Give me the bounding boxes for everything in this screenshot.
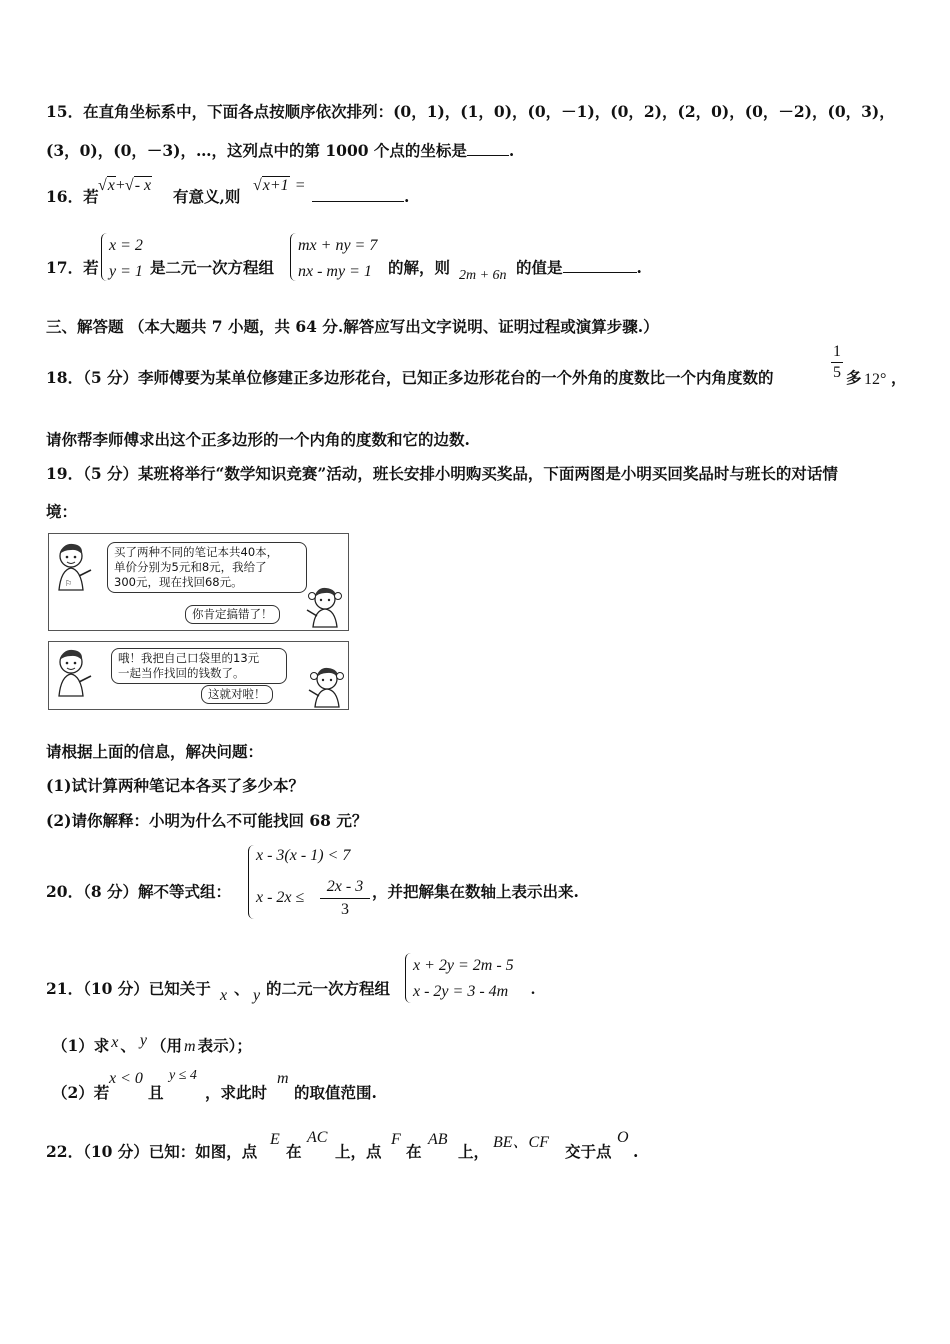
q22-O: O	[617, 1129, 629, 1146]
q16-end: .	[404, 187, 410, 206]
q22-shang1: 上，点	[335, 1142, 382, 1161]
q22-jiao: 交于点	[565, 1142, 612, 1161]
q19-sub1: (1)试计算两种笔记本各买了多少本？	[46, 776, 304, 795]
q19-line2: 境：	[46, 502, 78, 521]
q17-mid1: 是二元一次方程组	[150, 258, 275, 277]
q17-expr: 2m + 6n	[459, 268, 507, 283]
q18-frac-num: 1	[833, 343, 841, 360]
q18-duo: 多	[846, 368, 862, 387]
svg-text:⚐: ⚐	[65, 579, 73, 588]
q16-plus: +	[115, 177, 125, 194]
girl-icon	[307, 666, 347, 708]
dialogue-panel-1	[48, 533, 349, 631]
girl-speech-bubble-1: 你肯定搞错了！	[185, 605, 280, 624]
q18-fraction	[831, 342, 843, 383]
q21-part1	[52, 1032, 252, 1056]
section-three-heading: 三、解答题 （本大题共 7 小题，共 64 分.解答应写出文字说明、证明过程或演算步骤.）	[46, 317, 659, 336]
boy-icon	[53, 646, 95, 698]
q22-zai2: 在	[406, 1142, 422, 1161]
q16-label: 16．若	[46, 187, 99, 206]
q19-sub2: (2)请你解释：小明为什么不可能找回 68 元？	[46, 811, 368, 830]
bubble-line: 300元，现在找回68元。	[114, 575, 243, 589]
q17-brace1	[101, 233, 107, 281]
q22-end: .	[633, 1142, 639, 1161]
q16-blank	[312, 189, 404, 202]
q21-brace	[405, 953, 411, 1003]
q21-p2-m: m	[277, 1070, 289, 1087]
q17-blank	[563, 260, 637, 273]
boy-speech-bubble-2	[111, 648, 287, 684]
q16-mid: 有意义,则	[173, 187, 241, 206]
q15-blank	[467, 143, 509, 156]
q20-ineq1: x - 3(x - 1) < 7	[256, 847, 351, 864]
q22-AB: AB	[428, 1131, 448, 1148]
q21-p1-post: 表示）；	[197, 1036, 252, 1055]
q20-fraction	[320, 876, 370, 921]
q21-dot: .	[531, 981, 535, 998]
q20-label: 20．（8 分）解不等式组：	[46, 882, 232, 901]
q21-p2-post: 的取值范围.	[294, 1083, 377, 1102]
bubble-line: 单价分别为5元和8元，我给了	[114, 560, 267, 574]
q16-eq: =	[295, 177, 305, 194]
q22-zai1: 在	[286, 1142, 302, 1161]
q16-expression: √x+√- x	[98, 177, 152, 194]
girl-speech-bubble-2: 这就对啦！	[201, 685, 273, 704]
q21-part2-label: （2）若	[52, 1083, 110, 1102]
q18-line1: 18．（5 分）李师傅要为某单位修建正多边形花台，已知正多边形花台的一个外角的度数比一个内角度数的	[46, 368, 774, 387]
q17-tail	[516, 259, 642, 278]
q16-answer	[312, 188, 409, 207]
q16-sqrt-negx: - x	[134, 177, 152, 194]
q22-F: F	[391, 1131, 401, 1148]
q21-x: x	[220, 987, 228, 1004]
q15-end: .	[508, 141, 515, 160]
q17-label: 17．若	[46, 258, 99, 277]
q21-y: y	[253, 987, 261, 1004]
bubble-line: 哦！我把自己口袋里的13元	[118, 651, 260, 665]
q21-p1-y: y	[139, 1032, 148, 1049]
q21-mid: 的二元一次方程组	[266, 979, 391, 998]
q21-p1-x: x	[111, 1034, 119, 1051]
q19-prompt: 请根据上面的信息，解决问题：	[46, 742, 264, 761]
q20-frac-num: 2x - 3	[326, 878, 364, 895]
q21-sys-eq2: x - 2y = 3 - 4m	[413, 983, 509, 1000]
boy-speech-bubble-1	[107, 542, 307, 593]
q21-label: 21．（10 分）已知关于	[46, 979, 211, 998]
q21-sys-eq1: x + 2y = 2m - 5	[413, 957, 514, 974]
q17-mid3: 的值是	[516, 258, 563, 277]
q17-system2	[298, 233, 377, 285]
q21-p2-cond1: x < 0	[109, 1070, 143, 1087]
q22-E: E	[270, 1131, 280, 1148]
q21-p1-mid: （用	[151, 1036, 183, 1055]
q17-brace2	[290, 233, 296, 281]
q21-p1-sep: 、	[120, 1036, 136, 1055]
q22-label: 22．（10 分）已知：如图，点	[46, 1142, 258, 1161]
bubble-line: 一起当作找回的钱数了。	[118, 666, 245, 680]
q20-tail: ，并把解集在数轴上表示出来.	[372, 882, 579, 901]
q19-line1: 19．（5 分）某班将举行“数学知识竞赛”活动，班长安排小明购买奖品，下面两图是小明买回奖品时与班长的对话情	[46, 464, 838, 483]
q18-line2: 请你帮李师傅求出这个正多边形的一个内角的度数和它的边数.	[46, 430, 470, 449]
q20-brace	[248, 845, 254, 919]
q22-AC: AC	[307, 1129, 328, 1146]
q15-line2	[46, 142, 514, 161]
dialogue-panel-2	[48, 641, 349, 710]
q21-p2-mid: ，求此时	[205, 1083, 268, 1102]
q18-comma: ，	[891, 368, 907, 387]
q21-p2-cond2: y ≤ 4	[169, 1068, 197, 1083]
q17-sys2-eq2: nx - my = 1	[298, 263, 372, 280]
q20-ineq2-left: x - 2x ≤	[256, 889, 305, 906]
q21-p1-m: m	[184, 1038, 196, 1055]
q21-sep: 、	[234, 979, 250, 998]
q17-sys1-eq2: y = 1	[109, 263, 143, 280]
q17-sys2-eq1: mx + ny = 7	[298, 237, 378, 254]
q22-BE-CF: BE、CF	[493, 1134, 549, 1151]
q15-text: (3，0)，(0，－3)，…，这列点中的第 1000 个点的坐标是	[46, 141, 467, 160]
q17-end: .	[636, 258, 642, 277]
q17-sys1-eq1: x = 2	[109, 237, 143, 254]
q18-value: 12°	[864, 371, 887, 388]
q16-sqrt-x: x	[107, 177, 115, 194]
q15-line1: 15．在直角坐标系中，下面各点按顺序依次排列：(0，1)，(1，0)，(0，－1)，(0，2)，(2，0)，(0，－2)，(0，3)，	[46, 102, 895, 121]
bubble-line: 买了两种不同的笔记本共40本，	[114, 545, 279, 559]
q17-mid2: 的解，则	[388, 258, 451, 277]
q16-sqrt-xp1: x+1	[262, 177, 289, 194]
q21-system	[413, 953, 514, 1005]
girl-icon	[305, 586, 345, 628]
q17-system1	[109, 233, 143, 285]
q21-p1-pre: （1）求	[52, 1036, 110, 1055]
q18-frac-den: 5	[833, 364, 841, 381]
boy-icon	[53, 540, 95, 592]
q21-p2-and: 且	[148, 1083, 164, 1102]
q22-shang2: 上，	[458, 1142, 490, 1161]
q16-expression2: √x+1 =	[253, 177, 305, 194]
q20-frac-den: 3	[320, 898, 370, 921]
